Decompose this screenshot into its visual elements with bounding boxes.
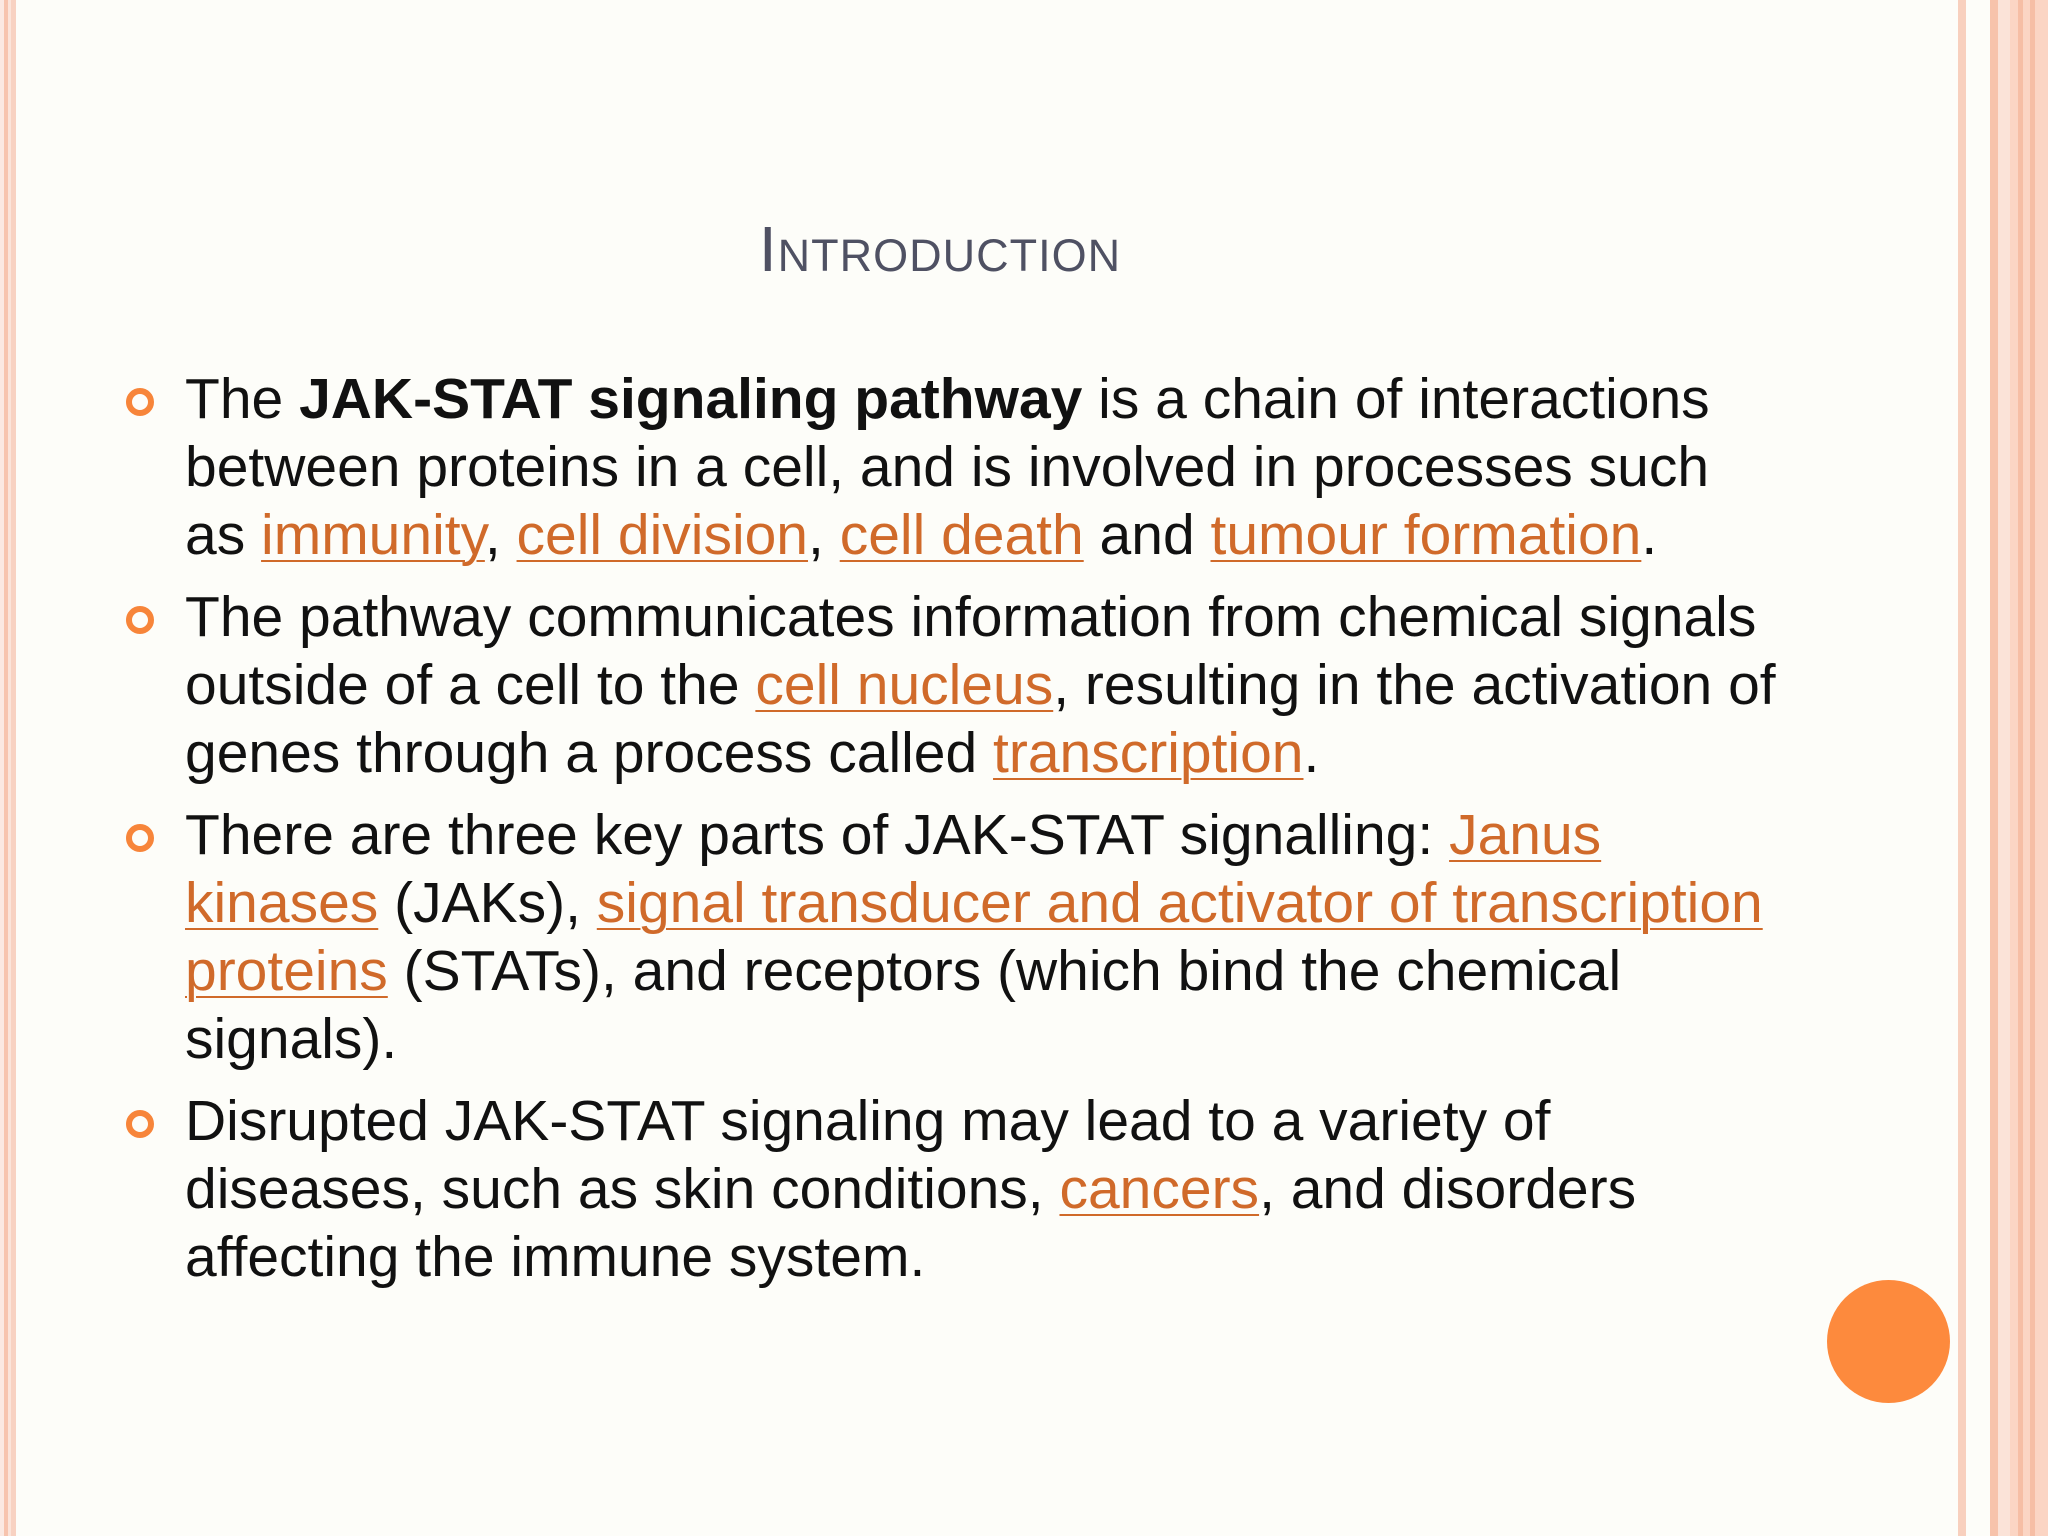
border-stripe xyxy=(2018,0,2023,1536)
text-run: . xyxy=(1303,721,1320,785)
text-run: . xyxy=(1641,503,1658,567)
text-run: , xyxy=(484,503,517,567)
hyperlink-immunity[interactable]: immunity xyxy=(261,503,485,567)
bullet-item xyxy=(120,365,1780,569)
border-stripe xyxy=(1998,0,2010,1536)
bullet-text xyxy=(185,1089,1636,1289)
text-run: , xyxy=(808,503,840,567)
bullet-text xyxy=(185,585,1776,785)
border-stripe xyxy=(2030,0,2035,1536)
right-decorative-border xyxy=(1958,0,2048,1536)
text-run: There are three key parts of JAK-STAT signalling: xyxy=(185,803,1450,867)
hyperlink-cell-division[interactable]: cell division xyxy=(516,503,809,567)
text-run: The xyxy=(185,367,300,431)
bullet-item xyxy=(120,801,1780,1073)
text-run: , resulting in the activation of genes through a process called xyxy=(185,653,1776,785)
text-run: (JAKs), xyxy=(378,871,597,935)
text-run: Disrupted JAK-STAT signaling may lead to a variety of diseases, such as skin conditions, xyxy=(185,1089,1551,1221)
hyperlink-signal-transducer-and-activator-of-transcription-proteins[interactable]: signal transducer and activator of transcription proteins xyxy=(185,871,1763,1003)
bullet-item xyxy=(120,583,1780,787)
bullet-list xyxy=(120,365,1780,1305)
border-stripe xyxy=(1990,0,1998,1536)
hyperlink-transcription[interactable]: transcription xyxy=(993,721,1304,785)
hyperlink-cancers[interactable]: cancers xyxy=(1059,1157,1260,1221)
text-run: (STATs), and receptors (which bind the chemical signals). xyxy=(185,939,1622,1071)
circle-bullet-icon xyxy=(126,606,154,634)
circle-bullet-icon xyxy=(126,824,154,852)
border-stripe xyxy=(2010,0,2048,1536)
bullet-text xyxy=(185,803,1763,1071)
hyperlink-janus-kinases[interactable]: Janus kinases xyxy=(185,803,1602,935)
bullet-item xyxy=(120,1087,1780,1291)
decorative-orange-circle xyxy=(1827,1280,1950,1403)
border-stripe xyxy=(1966,0,1990,1536)
hyperlink-tumour-formation[interactable]: tumour formation xyxy=(1210,503,1642,567)
border-stripe xyxy=(1958,0,1966,1536)
text-run: The pathway communicates information from chemical signals outside of a cell to the xyxy=(185,585,1757,717)
bullet-text xyxy=(185,367,1710,567)
circle-bullet-icon xyxy=(126,1110,154,1138)
slide-title: Introduction xyxy=(758,213,1122,285)
hyperlink-cell-death[interactable]: cell death xyxy=(839,503,1084,567)
hyperlink-cell-nucleus[interactable]: cell nucleus xyxy=(755,653,1054,717)
text-run: and xyxy=(1083,503,1211,567)
circle-bullet-icon xyxy=(126,388,154,416)
text-run: , and disorders affecting the immune system. xyxy=(185,1157,1637,1289)
text-run: is a chain of interactions between proteins in a cell, and is involved in processes such as xyxy=(185,367,1710,567)
bold-term: JAK-STAT signaling pathway xyxy=(299,367,1083,431)
